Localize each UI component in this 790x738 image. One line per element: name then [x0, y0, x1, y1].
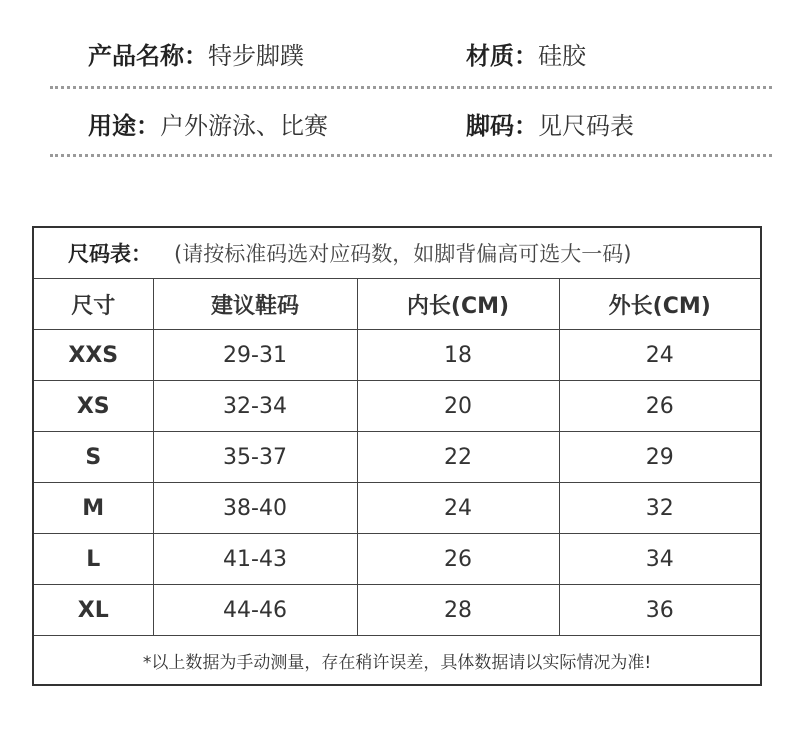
table-row: [33, 330, 761, 381]
cell-size: M: [33, 483, 153, 534]
size-chart-footnote: *以上数据为手动测量，存在稍许误差，具体数据请以实际情况为准!: [33, 636, 761, 686]
cell-outer-length: 36: [559, 585, 761, 636]
table-row: [33, 534, 761, 585]
product-name-value: 特步脚蹼: [208, 42, 304, 70]
cell-inner-length: 22: [357, 432, 559, 483]
cell-shoe-size: 32-34: [153, 381, 357, 432]
cell-outer-length: 29: [559, 432, 761, 483]
size-chart-table: [32, 226, 762, 686]
cell-size: XS: [33, 381, 153, 432]
cell-outer-length: 24: [559, 330, 761, 381]
foot-size-value: 见尺码表: [538, 112, 634, 140]
size-chart-footnote-row: [33, 636, 761, 686]
cell-inner-length: 28: [357, 585, 559, 636]
cell-outer-length: 26: [559, 381, 761, 432]
product-name-field: [88, 38, 304, 74]
cell-shoe-size: 41-43: [153, 534, 357, 585]
usage-value: 户外游泳、比赛: [160, 112, 328, 140]
cell-shoe-size: 35-37: [153, 432, 357, 483]
cell-size: L: [33, 534, 153, 585]
info-row-usage-size: [88, 108, 770, 144]
material-field: [466, 38, 586, 74]
size-chart-title-row: [33, 227, 761, 279]
cell-size: XL: [33, 585, 153, 636]
info-row-name-material: [88, 38, 770, 74]
cell-size: S: [33, 432, 153, 483]
size-chart-note: (请按标准码选对应码数，如脚背偏高可选大一码): [174, 242, 632, 266]
size-chart-title: 尺码表：: [68, 242, 152, 266]
cell-inner-length: 18: [357, 330, 559, 381]
foot-size-label: 脚码：: [466, 112, 538, 140]
foot-size-field: [466, 108, 634, 144]
cell-shoe-size: 44-46: [153, 585, 357, 636]
dotted-divider: [50, 86, 772, 89]
cell-shoe-size: 29-31: [153, 330, 357, 381]
material-value: 硅胶: [538, 42, 586, 70]
table-header-row: [33, 279, 761, 330]
size-chart-title-cell: [33, 227, 761, 279]
cell-shoe-size: 38-40: [153, 483, 357, 534]
cell-outer-length: 34: [559, 534, 761, 585]
dotted-divider: [50, 154, 772, 157]
cell-outer-length: 32: [559, 483, 761, 534]
table-row: [33, 585, 761, 636]
product-name-label: 产品名称：: [88, 42, 208, 70]
cell-inner-length: 24: [357, 483, 559, 534]
table-row: [33, 483, 761, 534]
cell-size: XXS: [33, 330, 153, 381]
material-label: 材质：: [466, 42, 538, 70]
header-size: 尺寸: [33, 279, 153, 330]
header-outer-length: 外长(CM): [559, 279, 761, 330]
usage-label: 用途：: [88, 112, 160, 140]
table-row: [33, 381, 761, 432]
header-inner-length: 内长(CM): [357, 279, 559, 330]
usage-field: [88, 108, 328, 144]
header-shoe-size: 建议鞋码: [153, 279, 357, 330]
table-row: [33, 432, 761, 483]
cell-inner-length: 20: [357, 381, 559, 432]
cell-inner-length: 26: [357, 534, 559, 585]
